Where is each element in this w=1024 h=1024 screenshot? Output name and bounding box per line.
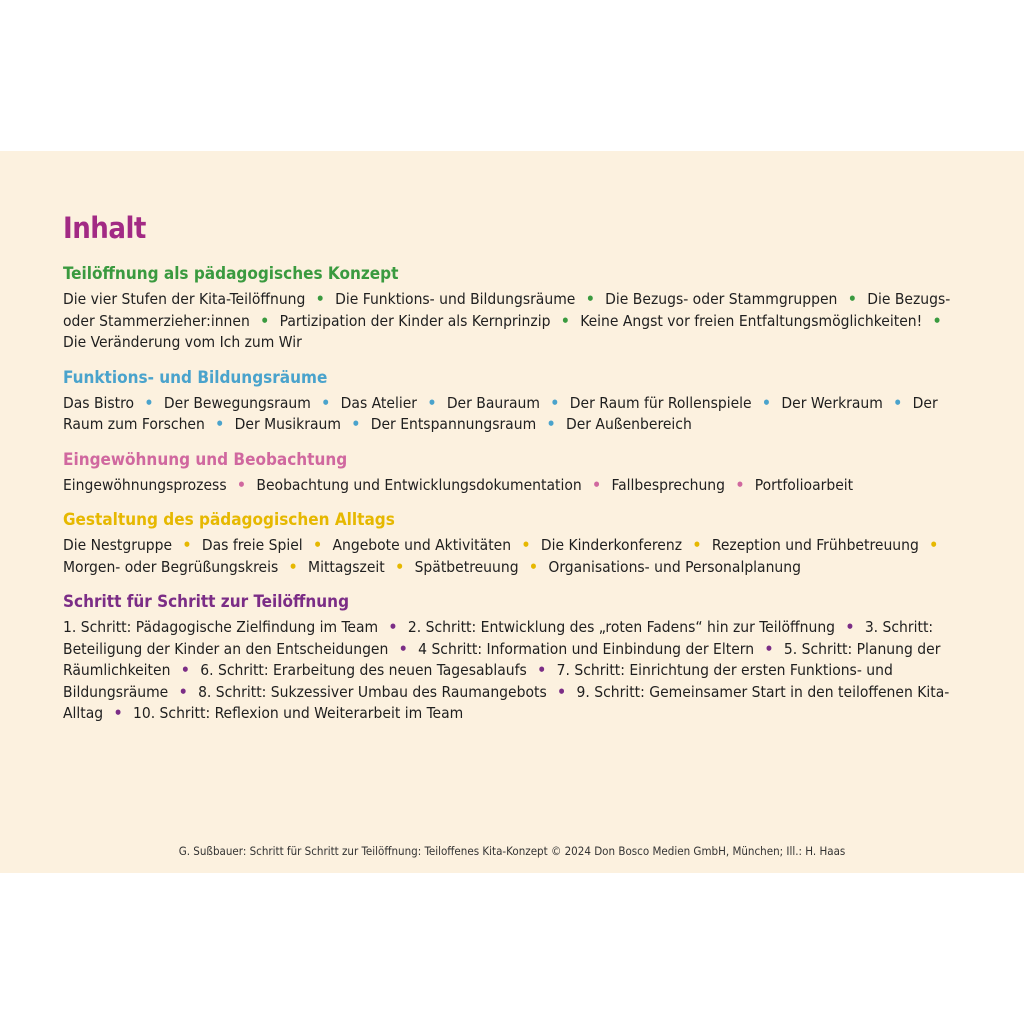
section-heading: Gestaltung des pädagogischen Alltags bbox=[63, 510, 395, 530]
toc-item: Der Entspannungsraum bbox=[370, 415, 537, 433]
bullet-separator: • bbox=[764, 639, 774, 658]
section-heading: Funktions- und Bildungsräume bbox=[63, 367, 328, 388]
section-alltag bbox=[63, 508, 963, 578]
toc-item: Der Bauraum bbox=[446, 393, 540, 412]
toc-item: Morgen- oder Begrüßungskreis bbox=[63, 557, 279, 576]
toc-item: Die vier Stufen der Kita-Teilöffnung bbox=[63, 290, 306, 308]
toc-item: Die Bezugs- oder Stammgruppen bbox=[605, 290, 838, 308]
toc-item: 4 Schritt: Information und Einbindung der Eltern bbox=[418, 639, 755, 658]
bullet-separator: • bbox=[215, 415, 225, 433]
toc-item: Keine Angst vor freien Entfaltungsmöglichkeiten! bbox=[580, 311, 923, 330]
section-items bbox=[63, 393, 963, 436]
toc-item: Die Bezugs- oder Stammerzieher:innen bbox=[63, 290, 951, 330]
toc-item: 8. Schritt: Sukzessiver Umbau des Raumangebots bbox=[198, 682, 547, 701]
toc-item: Die Veränderung vom Ich zum Wir bbox=[63, 333, 302, 351]
toc-item: 6. Schritt: Erarbeitung des neuen Tagesablaufs bbox=[200, 661, 527, 679]
section-eingewoehnung bbox=[63, 448, 963, 497]
page-title: Inhalt bbox=[63, 211, 146, 245]
toc-item: Der Musikraum bbox=[234, 415, 341, 433]
toc-item: Mittagszeit bbox=[308, 557, 385, 576]
toc-item: Rezeption und Frühbetreuung bbox=[711, 536, 919, 554]
toc-item: Angebote und Aktivitäten bbox=[332, 536, 512, 554]
content-page bbox=[0, 151, 1024, 873]
bullet-separator: • bbox=[260, 311, 270, 330]
bullet-separator: • bbox=[692, 536, 702, 554]
section-items bbox=[63, 535, 963, 578]
section-heading: Teilöffnung als pädagogisches Konzept bbox=[63, 264, 399, 284]
toc-item: 10. Schritt: Reflexion und Weiterarbeit im Team bbox=[132, 704, 464, 722]
toc-item: Der Bewegungsraum bbox=[163, 393, 311, 412]
bullet-separator: • bbox=[932, 311, 942, 330]
toc-item: Portfolioarbeit bbox=[754, 475, 854, 494]
section-funktionsraeume bbox=[63, 366, 963, 436]
bullet-separator: • bbox=[592, 475, 602, 494]
bullet-separator: • bbox=[321, 393, 331, 412]
toc-item: Organisations- und Personalplanung bbox=[548, 557, 801, 576]
table-of-contents bbox=[63, 209, 963, 737]
bullet-separator: • bbox=[351, 415, 361, 433]
bullet-separator: • bbox=[735, 475, 745, 494]
section-items bbox=[63, 617, 963, 725]
toc-item: Die Funktions- und Bildungsräume bbox=[335, 290, 576, 308]
bullet-separator: • bbox=[847, 290, 857, 308]
bullet-separator: • bbox=[585, 290, 595, 308]
bullet-separator: • bbox=[557, 682, 567, 701]
bullet-separator: • bbox=[178, 682, 188, 701]
bullet-separator: • bbox=[182, 536, 192, 554]
toc-item: Der Raum für Rollenspiele bbox=[569, 393, 752, 412]
section-items bbox=[63, 475, 963, 497]
toc-item: Eingewöhnungsprozess bbox=[63, 475, 227, 494]
bullet-separator: • bbox=[546, 415, 556, 433]
bullet-separator: • bbox=[762, 393, 771, 412]
section-schritte bbox=[63, 590, 963, 725]
toc-item: 5. Schritt: Planung der Räumlichkeiten bbox=[63, 639, 941, 679]
section-items bbox=[63, 289, 963, 354]
toc-item: Beobachtung und Entwicklungsdokumentation bbox=[256, 475, 582, 494]
section-heading: Schritt für Schritt zur Teilöffnung bbox=[63, 592, 350, 612]
bullet-separator: • bbox=[550, 393, 560, 412]
section-heading: Eingewöhnung und Beobachtung bbox=[63, 449, 348, 470]
bullet-separator: • bbox=[237, 475, 246, 494]
toc-item: 7. Schritt: Einrichtung der ersten Funktions- und Bildungsräume bbox=[63, 661, 893, 701]
bullet-separator: • bbox=[395, 557, 405, 576]
copyright-footer: G. Sußbauer: Schritt für Schritt zur Teilöffnung: Teiloffenes Kita-Konzept © 2024 Don Bosco Medien GmbH, München; Ill.: H. Haas bbox=[178, 844, 846, 858]
bullet-separator: • bbox=[427, 393, 437, 412]
toc-item: Der Raum zum Forschen bbox=[63, 393, 938, 433]
toc-item: 2. Schritt: Entwicklung des „roten Fadens“ hin zur Teilöffnung bbox=[407, 618, 836, 636]
toc-item: Partizipation der Kinder als Kernprinzip bbox=[279, 311, 551, 330]
bullet-separator: • bbox=[528, 557, 538, 576]
toc-item: Spätbetreuung bbox=[414, 557, 519, 576]
bullet-separator: • bbox=[929, 536, 939, 554]
bullet-separator: • bbox=[313, 536, 323, 554]
bullet-separator: • bbox=[388, 618, 398, 636]
toc-item: Das freie Spiel bbox=[201, 536, 303, 554]
bullet-separator: • bbox=[180, 661, 190, 679]
bullet-separator: • bbox=[398, 639, 408, 658]
toc-item: Die Nestgruppe bbox=[63, 536, 173, 554]
toc-item: Der Werkraum bbox=[781, 393, 883, 412]
bullet-separator: • bbox=[288, 557, 298, 576]
bullet-separator: • bbox=[521, 536, 531, 554]
bullet-separator: • bbox=[845, 618, 855, 636]
toc-item: Der Außenbereich bbox=[565, 415, 692, 433]
bullet-separator: • bbox=[893, 393, 903, 412]
toc-item: Die Kinderkonferenz bbox=[540, 536, 683, 554]
bullet-separator: • bbox=[315, 290, 325, 308]
toc-item: 1. Schritt: Pädagogische Zielfindung im Team bbox=[63, 618, 379, 636]
toc-item: Das Atelier bbox=[340, 393, 418, 412]
toc-item: Fallbesprechung bbox=[611, 475, 725, 494]
bullet-separator: • bbox=[144, 393, 154, 412]
toc-item: 3. Schritt: Beteiligung der Kinder an den Entscheidungen bbox=[63, 618, 934, 658]
bullet-separator: • bbox=[560, 311, 570, 330]
toc-item: Das Bistro bbox=[63, 393, 135, 412]
bullet-separator: • bbox=[113, 704, 123, 722]
toc-item: 9. Schritt: Gemeinsamer Start in den teiloffenen Kita-Alltag bbox=[63, 682, 950, 722]
bullet-separator: • bbox=[537, 661, 547, 679]
section-teiloeffnung-konzept bbox=[63, 262, 963, 354]
